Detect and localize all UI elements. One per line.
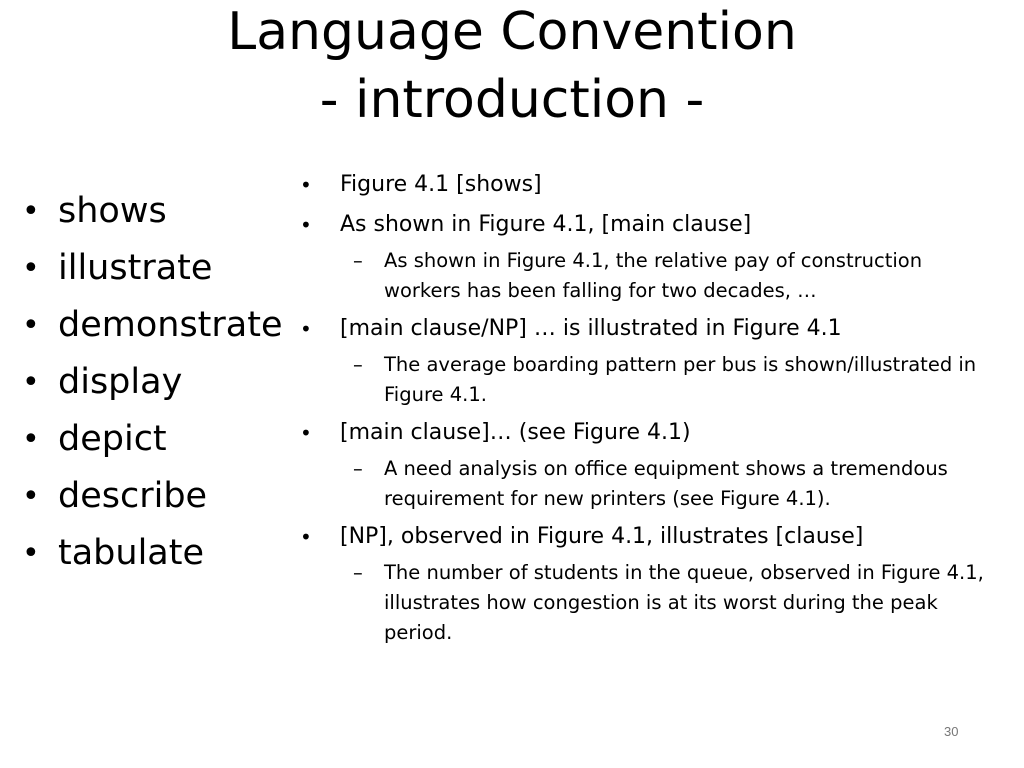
- pattern-example: [300, 558, 1010, 648]
- bullet-icon: •: [22, 308, 40, 343]
- dash-icon: –: [353, 561, 363, 584]
- pattern-example: [300, 350, 1010, 410]
- pattern-text: [NP], observed in Figure 4.1, illustrates [clause]: [340, 524, 864, 549]
- bullet-icon: •: [22, 479, 40, 514]
- pattern-item: [300, 314, 1010, 344]
- verb-text: shows: [58, 191, 167, 231]
- verb-list: [22, 183, 292, 582]
- verb-text: demonstrate: [58, 305, 283, 345]
- example-text: The average boarding pattern per bus is shown/illustrated in Figure 4.1.: [384, 353, 977, 406]
- dash-icon: –: [353, 457, 363, 480]
- verb-text: illustrate: [58, 248, 213, 288]
- pattern-example: [300, 246, 1010, 306]
- bullet-icon: •: [300, 173, 312, 197]
- title-line-1: Language Convention: [227, 2, 797, 62]
- bullet-icon: •: [22, 251, 40, 286]
- bullet-icon: •: [300, 317, 312, 341]
- bullet-icon: •: [300, 525, 312, 549]
- page-number: 30: [944, 724, 959, 739]
- verb-text: tabulate: [58, 533, 204, 573]
- example-text: A need analysis on office equipment shows a tremendous requirement for new printers (see Figure 4.1).: [384, 457, 948, 510]
- example-text: As shown in Figure 4.1, the relative pay of construction workers has been falling for two decades, …: [384, 249, 923, 302]
- pattern-item: [300, 170, 1010, 200]
- bullet-icon: •: [22, 536, 40, 571]
- bullet-icon: •: [22, 365, 40, 400]
- verb-item: [22, 525, 292, 582]
- example-text: The number of students in the queue, observed in Figure 4.1, illustrates how congestion is at its worst during the peak period.: [384, 561, 984, 644]
- bullet-icon: •: [300, 213, 312, 237]
- verb-item: [22, 468, 292, 525]
- pattern-example: [300, 454, 1010, 514]
- verb-item: [22, 354, 292, 411]
- bullet-icon: •: [22, 194, 40, 229]
- pattern-item: [300, 522, 1010, 552]
- bullet-icon: •: [300, 421, 312, 445]
- verb-text: display: [58, 362, 183, 402]
- pattern-item: [300, 418, 1010, 448]
- pattern-item: [300, 210, 1010, 240]
- dash-icon: –: [353, 353, 363, 376]
- verb-text: describe: [58, 476, 208, 516]
- verb-item: [22, 297, 292, 354]
- verb-item: [22, 183, 292, 240]
- bullet-icon: •: [22, 422, 40, 457]
- title-line-2: - introduction -: [319, 70, 705, 130]
- pattern-list: [300, 170, 1010, 656]
- verb-text: depict: [58, 419, 167, 459]
- verb-item: [22, 240, 292, 297]
- pattern-text: [main clause]… (see Figure 4.1): [340, 420, 691, 445]
- pattern-text: Figure 4.1 [shows]: [340, 172, 542, 197]
- dash-icon: –: [353, 249, 363, 272]
- verb-item: [22, 411, 292, 468]
- pattern-text: [main clause/NP] … is illustrated in Figure 4.1: [340, 316, 842, 341]
- pattern-text: As shown in Figure 4.1, [main clause]: [340, 212, 752, 237]
